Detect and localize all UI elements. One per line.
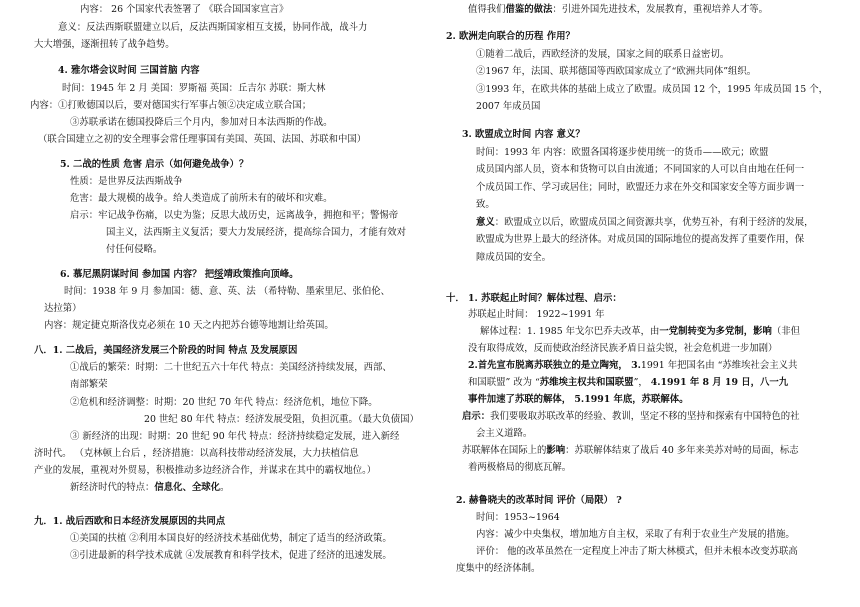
text-line: ③1993 年，在欧共体的基础上成立了欧盟。成员国 12 个，1995 年成员国 15 个， xyxy=(476,84,828,95)
text-line: 个成员国工作、学习或居住；同时，欧盟还力求在外交和国家安全等方面步调一 xyxy=(476,182,805,193)
text-line: 度集中的经济体制。 xyxy=(456,563,541,574)
text-line: 20 世纪 80 年代 特点：经济发展受阻，负担沉重。（最大负债国） xyxy=(144,414,419,425)
text-line: ①美国的扶植 ②利用本国良好的经济技术基础优势，制定了适当的经济政策。 xyxy=(70,533,392,544)
text-line xyxy=(70,481,229,494)
text-line: 大大增强，逐渐扭转了战争趋势。 xyxy=(34,39,175,50)
section-heading: 4. 雅尔塔会议时间 三国首脑 内容 xyxy=(58,65,200,76)
text-line: 没有取得成效，反而使政治经济民族矛盾日益尖锐，社会危机进一步加剧） xyxy=(468,343,778,354)
emphasis-text: 事件加速了苏联的解体， xyxy=(468,394,572,405)
section-heading: 八．1. 二战后，美国经济发展三个阶段的时间 特点 及发展原因 xyxy=(34,345,298,356)
text-line: 2007 年成员国 xyxy=(476,101,541,112)
text-line: （联合国建立之初的安全理事会常任理事国有美国、英国、法国、苏联和中国） xyxy=(38,134,367,145)
text-line: 时间：1938 年 9 月 参加国：德、意、英、法 （希特勒、墨索里尼、张伯伦、 xyxy=(64,286,390,297)
text-line xyxy=(480,325,800,338)
text-line: 会主义道路。 xyxy=(476,428,533,439)
text-part: ：苏联解体结束了战后 40 多年来美苏对峙的局面，标志 xyxy=(565,445,799,456)
text-line: 国主义，法西斯主义复活；要大力发展经济，提高综合国力，才能有效对 xyxy=(106,227,407,238)
text-line: 内容：①打败德国以后，要对德国实行军事占领②决定成立联合国； xyxy=(30,100,312,111)
text-line: 时间：1953~1964 xyxy=(476,512,560,523)
emphasis-text: 借鉴的做法 xyxy=(505,4,553,15)
emphasis-text: 信息化、全球化 xyxy=(154,482,221,493)
section-heading: 3. 欧盟成立时间 内容 意义？ xyxy=(462,129,585,140)
text-line: 评价： 他的改革虽然在一定程度上冲击了斯大林模式，但并未根本改变苏联高 xyxy=(476,546,798,557)
text-line: 内容：减少中央集权，增加地方自主权，采取了有利于农业生产发展的措施。 xyxy=(476,529,795,540)
text-part: ”， xyxy=(633,377,651,388)
text-part: 1991 年把国名由 “苏维埃社会主义共 xyxy=(640,360,798,371)
emphasis-text: 4.1991 年 8 月 19 日，八一九 xyxy=(650,377,789,388)
emphasis-text: 5.1991 年底，苏联解体。 xyxy=(571,394,689,405)
text-part: 新经济时代的特点： xyxy=(70,482,155,493)
text-line: 内容：规定捷克斯洛伐克必须在 10 天之内把苏台德等地割让给英国。 xyxy=(44,320,334,331)
heading-part: 靖政策推向顶峰。 xyxy=(223,269,299,280)
text-part: ：引进外国先进技术，发展教育，重视培养人才等。 xyxy=(552,4,769,15)
text-line xyxy=(462,410,800,423)
text-part: 值得我们 xyxy=(468,4,506,15)
text-line: 达拉第） xyxy=(44,303,82,314)
text-line: 危害：最大规模的战争。给人类造成了前所未有的破坏和灾难。 xyxy=(70,193,333,204)
text-line: ②1967 年，法国、联邦德国等西欧国家成立了“欧洲共同体”组织。 xyxy=(476,66,757,77)
text-line: 济时代。 （克林顿上台后 ，经济措施：以高科技带动经济发展，大力扶植信息 xyxy=(34,448,359,459)
text-line: 南部繁荣 xyxy=(70,379,108,390)
emphasis-text: 立陶宛， xyxy=(590,360,628,371)
text-line xyxy=(476,216,814,229)
text-line xyxy=(462,444,799,457)
text-line: 付任何侵略。 xyxy=(106,244,163,255)
text-line: 时间：1945 年 2 月 美国：罗斯福 英国：丘吉尔 苏联：斯大林 xyxy=(62,83,326,94)
heading-part: 6. 慕尼黑阴谋时间 参加国 内容？ 把 xyxy=(60,269,215,280)
text-part: （非但 xyxy=(771,326,801,337)
text-line: 欧盟成为世界上最大的经济体。对成员国的国际地位的提高发挥了重要作用，保 xyxy=(476,234,805,245)
text-line: 致。 xyxy=(476,199,495,210)
emphasis-text: 3. xyxy=(627,360,641,371)
text-line: ②危机和经济调整：时期：20 世纪 70 年代 特点：经济危机，地位下降。 xyxy=(70,397,378,408)
text-line: ③引进最新的科学技术成就 ④发展教育和科学技术，促进了经济的迅速发展。 xyxy=(70,550,392,561)
emphasis-text: 意义 xyxy=(476,217,495,228)
text-part: 解体过程：1. 1985 年戈尔巴乔夫改革，由 xyxy=(480,326,660,337)
emphasis-text: 影响 xyxy=(546,445,566,456)
text-line: 时间：1993 年 内容：欧盟各国将逐步使用统一的货币——欧元；欧盟 xyxy=(476,147,769,158)
emphasis-text: 启示： xyxy=(462,411,491,422)
text-line: 启示：牢记战争伤痛，以史为鉴；反思大战历史，远离战争，拥抱和平；警惕帝 xyxy=(70,210,399,221)
text-line: ③ 新经济的出现：时期：20 世纪 90 年代 特点：经济持续稳定发展，进入新经 xyxy=(70,431,400,442)
section-heading: 2. 欧洲走向联合的历程 作用？ xyxy=(446,31,575,42)
text-line: 产业的发展，重视对外贸易，积极推动多边经济合作，并谋求在其中的霸权地位。） xyxy=(34,465,377,476)
emphasis-text: 一党制转变为多党制，影响 xyxy=(659,326,772,337)
text-line: 内容： 26 个国家代表签署了 《联合国国家宣言》 xyxy=(80,4,289,15)
text-line: 性质：是世界反法西斯战争 xyxy=(70,176,183,187)
text-line xyxy=(468,393,689,406)
text-line xyxy=(468,359,797,372)
text-line xyxy=(468,3,768,16)
section-heading: 十． 1. 苏联起止时间？解体过程、启示： xyxy=(446,293,622,304)
section-heading: 2. 赫鲁晓夫的改革时间 评价（局限） ? xyxy=(456,495,622,506)
text-part: ：欧盟成立以后，欧盟成员国之间资源共享，优势互补，有利于经济的发展， xyxy=(494,217,814,228)
emphasis-text: 2.首先宣布脱离苏联独立的是 xyxy=(468,360,591,371)
text-part: 。 xyxy=(220,482,230,493)
section-heading: 九．1. 战后西欧和日本经济发展原因的共同点 xyxy=(34,516,226,527)
section-heading: 5. 二战的性质 危害 启示（如何避免战争）？ xyxy=(60,159,249,170)
text-part: 和国联盟” 改为 “ xyxy=(468,377,540,388)
text-line: 障成员国的安全。 xyxy=(476,252,552,263)
text-line: ①随着二战后，西欧经济的发展，国家之间的联系日益密切。 xyxy=(476,49,730,60)
text-part: 苏联解体在国际上的 xyxy=(462,445,547,456)
emphasis-text: 苏维埃主权共和国联盟 xyxy=(539,377,634,388)
text-part: 我们要吸取苏联改革的经验、教训，坚定不移的坚持和探索有中国特色的社 xyxy=(490,411,800,422)
section-heading xyxy=(60,268,299,281)
text-line: ③苏联承诺在德国投降后三个月内，参加对日本法西斯的作战。 xyxy=(70,117,333,128)
text-line: 成员国内部人员，资本和货物可以自由流通；不同国家的人可以自由地在任何一 xyxy=(476,164,805,175)
text-line: 着两极格局的彻底瓦解。 xyxy=(468,462,572,473)
heading-part: 绥 xyxy=(214,269,224,280)
text-line: 意义：反法西斯联盟建立以后，反法西斯国家相互支援，协同作战，战斗力 xyxy=(58,22,368,33)
text-line: ①战后的繁荣：时期：二十世纪五六十年代 特点：美国经济持续发展，西部、 xyxy=(70,362,392,373)
text-line xyxy=(468,376,788,389)
text-line: 苏联起止时间： 1922~1991 年 xyxy=(468,309,605,320)
